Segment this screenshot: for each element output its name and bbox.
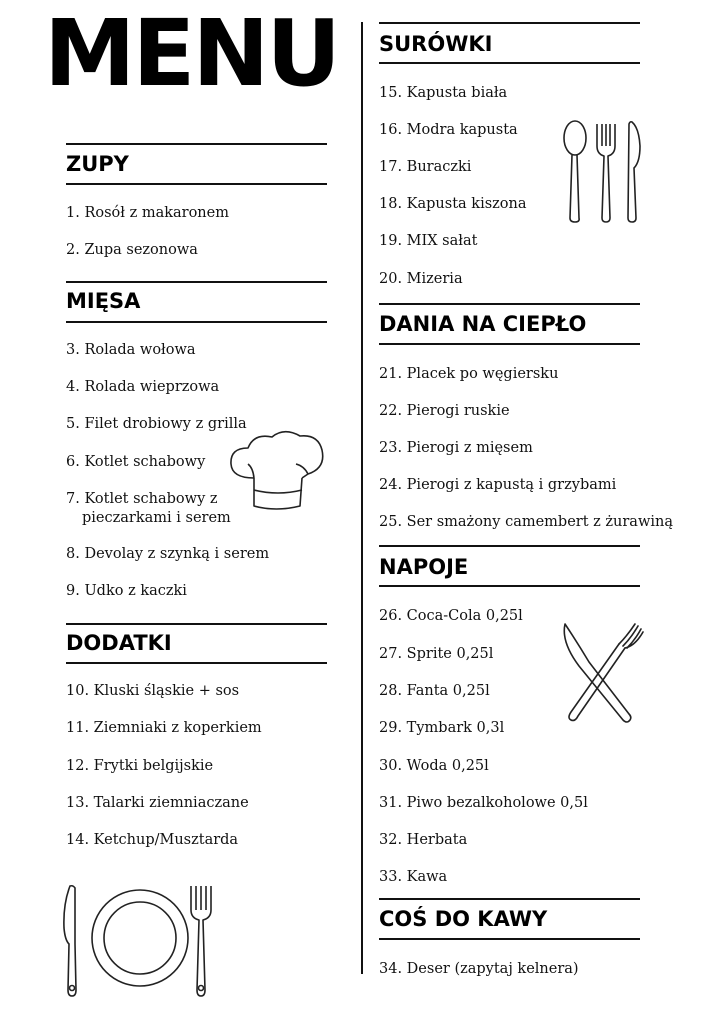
chef-hat-icon <box>228 428 326 514</box>
menu-item: 30. Woda 0,25l <box>379 758 489 774</box>
section-heading-surowki: SURÓWKI <box>379 32 493 56</box>
crossed-knife-fork-icon <box>557 620 645 724</box>
menu-item: 16. Modra kapusta <box>379 122 518 138</box>
section-heading-dodatki: DODATKI <box>66 631 172 655</box>
menu-item: 5. Filet drobiowy z grilla <box>66 416 247 432</box>
menu-item: 18. Kapusta kiszona <box>379 196 527 212</box>
menu-item: 3. Rolada wołowa <box>66 342 196 358</box>
menu-item: 32. Herbata <box>379 832 468 848</box>
zupy-top-rule <box>66 143 327 145</box>
menu-title: MENU <box>44 0 339 107</box>
menu-item: 9. Udko z kaczki <box>66 583 187 599</box>
menu-item: 17. Buraczki <box>379 159 472 175</box>
menu-item: 20. Mizeria <box>379 271 463 287</box>
menu-item: 31. Piwo bezalkoholowe 0,5l <box>379 795 588 811</box>
menu-item: 27. Sprite 0,25l <box>379 646 494 662</box>
zupy-bottom-rule <box>66 183 327 185</box>
section-heading-zupy: ZUPY <box>66 152 129 176</box>
menu-item: 26. Coca-Cola 0,25l <box>379 608 523 624</box>
menu-item: 10. Kluski śląskie + sos <box>66 683 240 699</box>
kawa-top-rule <box>379 898 640 900</box>
menu-item: 7. Kotlet schabowy z <box>66 491 218 507</box>
plate-cutlery-icon <box>60 884 220 998</box>
menu-item: 6. Kotlet schabowy <box>66 454 206 470</box>
menu-item: 22. Pierogi ruskie <box>379 403 510 419</box>
menu-item: 21. Placek po węgiersku <box>379 366 559 382</box>
menu-item: 1. Rosół z makaronem <box>66 205 229 221</box>
menu-item: 34. Deser (zapytaj kelnera) <box>379 961 579 977</box>
menu-item: 25. Ser smażony camembert z żurawiną <box>379 514 673 530</box>
menu-item: 29. Tymbark 0,3l <box>379 720 505 736</box>
surowki-bottom-rule <box>379 62 640 64</box>
menu-item: 28. Fanta 0,25l <box>379 683 490 699</box>
dodatki-top-rule <box>66 623 327 625</box>
kawa-bottom-rule <box>379 938 640 940</box>
menu-item: 23. Pierogi z mięsem <box>379 440 533 456</box>
dodatki-bottom-rule <box>66 662 327 664</box>
section-heading-kawa: COŚ DO KAWY <box>379 907 548 931</box>
dania-bottom-rule <box>379 343 640 345</box>
miesa-top-rule <box>66 281 327 283</box>
miesa-bottom-rule <box>66 321 327 323</box>
section-heading-dania: DANIA NA CIEPŁO <box>379 312 587 336</box>
napoje-top-rule <box>379 545 640 547</box>
menu-item: 33. Kawa <box>379 869 448 885</box>
menu-item: 24. Pierogi z kapustą i grzybami <box>379 477 617 493</box>
menu-item: 13. Talarki ziemniaczane <box>66 795 249 811</box>
section-heading-napoje: NAPOJE <box>379 555 469 579</box>
menu-item: 4. Rolada wieprzowa <box>66 379 220 395</box>
menu-item: 8. Devolay z szynką i serem <box>66 546 270 562</box>
menu-item-continuation: pieczarkami i serem <box>82 510 231 526</box>
dania-top-rule <box>379 303 640 305</box>
menu-item: 11. Ziemniaki z koperkiem <box>66 720 262 736</box>
menu-item: 19. MIX sałat <box>379 233 478 249</box>
spoon-fork-knife-icon <box>560 118 646 226</box>
menu-item: 2. Zupa sezonowa <box>66 242 198 258</box>
section-heading-miesa: MIĘSA <box>66 289 141 313</box>
napoje-bottom-rule <box>379 585 640 587</box>
surowki-top-rule <box>379 22 640 24</box>
menu-item: 15. Kapusta biała <box>379 85 508 101</box>
menu-item: 12. Frytki belgijskie <box>66 758 214 774</box>
column-divider <box>361 22 363 974</box>
menu-item: 14. Ketchup/Musztarda <box>66 832 239 848</box>
